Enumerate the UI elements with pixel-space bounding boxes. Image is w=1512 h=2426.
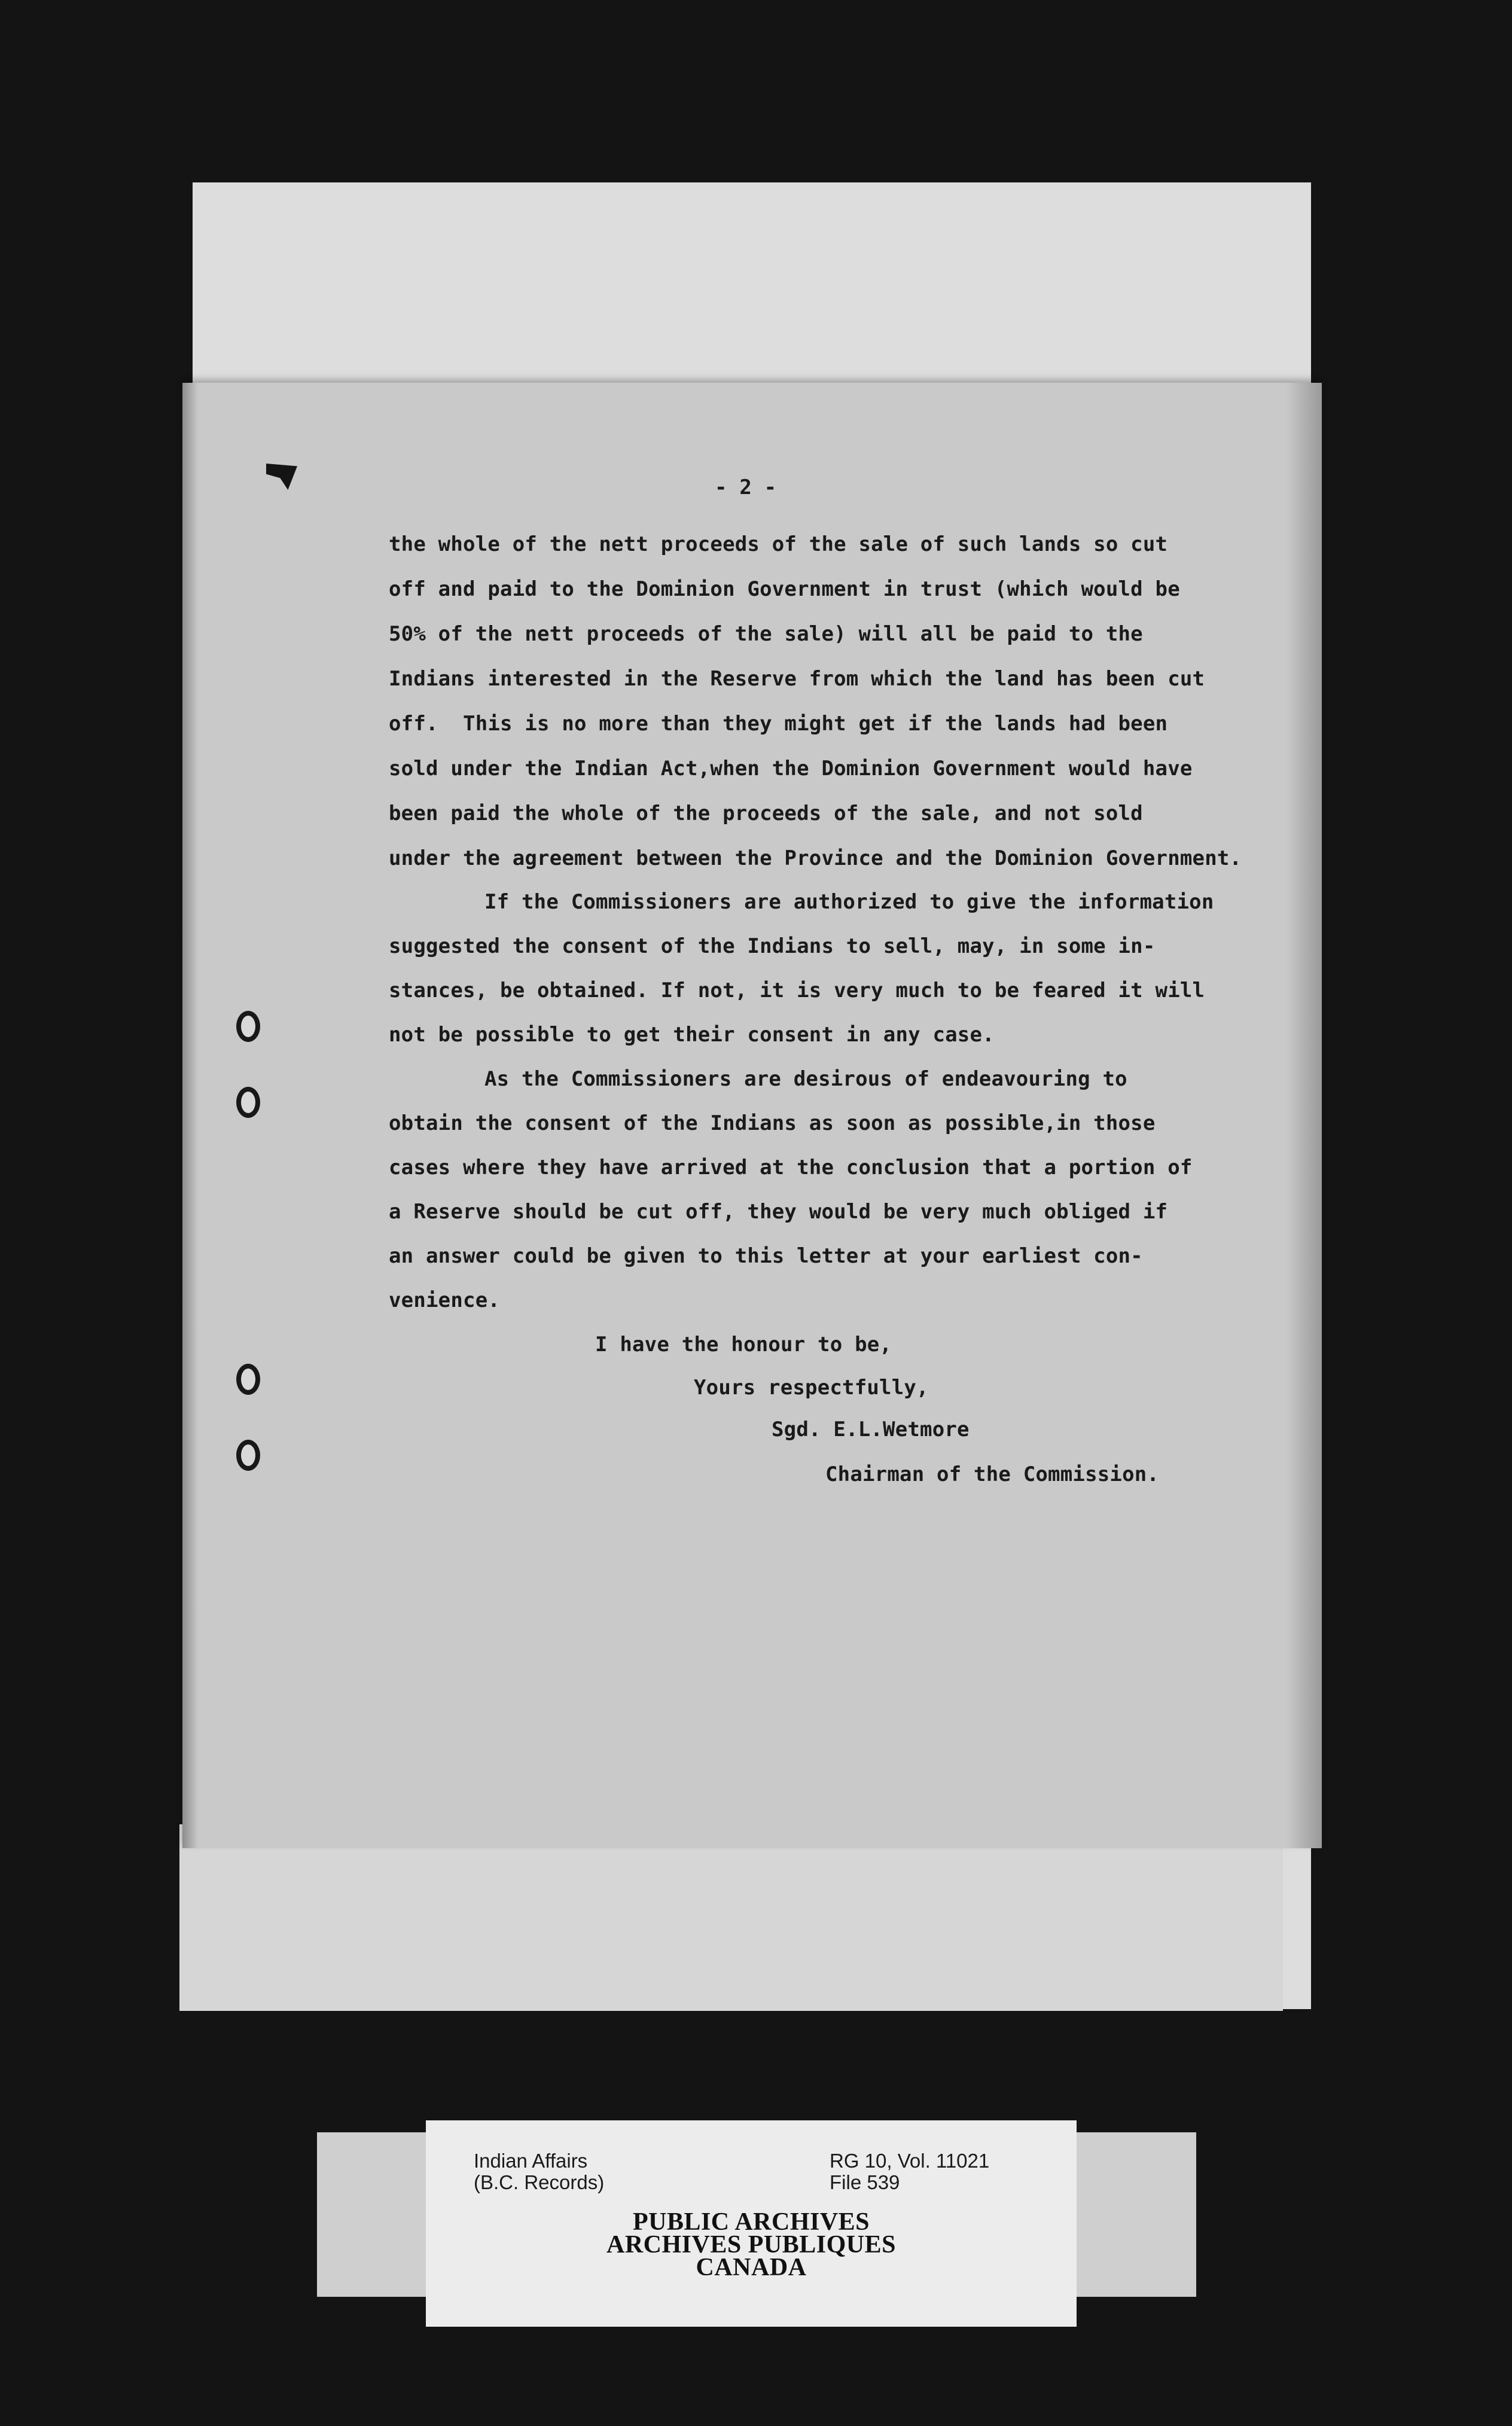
- text-line: obtain the consent of the Indians as soon as possible,in those: [389, 1111, 1156, 1135]
- page-number: - 2 -: [715, 476, 777, 499]
- text-line: sold under the Indian Act,when the Dominion Government would have: [389, 757, 1193, 781]
- series-subname: (B.C. Records): [474, 2171, 605, 2193]
- text-line: under the agreement between the Province and the Dominion Government.: [389, 846, 1242, 870]
- text-line: If the Commissioners are authorized to give the information: [484, 890, 1214, 914]
- text-line: cases where they have arrived at the conclusion that a portion of: [389, 1156, 1193, 1180]
- text-line: a Reserve should be cut off, they would be very much obliged if: [389, 1200, 1168, 1224]
- closing-yours: Yours respectfully,: [694, 1376, 929, 1400]
- archive-label: [426, 2120, 1077, 2327]
- text-line: suggested the consent of the Indians to sell, may, in some in-: [389, 934, 1156, 958]
- text-line: stances, be obtained. If not, it is very much to be feared it will: [389, 979, 1205, 1002]
- text-line: venience.: [389, 1288, 501, 1312]
- closing-salutation: I have the honour to be,: [595, 1333, 892, 1357]
- text-line: As the Commissioners are desirous of endeavouring to: [484, 1067, 1127, 1091]
- letter-page: [182, 383, 1322, 1848]
- text-line: 50% of the nett proceeds of the sale) will all be paid to the: [389, 622, 1143, 646]
- series-name: Indian Affairs: [474, 2150, 588, 2172]
- text-line: Indians interested in the Reserve from which the land has been cut: [389, 667, 1205, 691]
- signature-title: Chairman of the Commission.: [825, 1462, 1160, 1486]
- typed-letter-body: [182, 383, 1322, 1848]
- back-sheet-bottom-edge: [179, 1824, 1283, 2011]
- text-line: off. This is no more than they might get if the lands had been: [389, 712, 1168, 736]
- text-line: not be possible to get their consent in any case.: [389, 1023, 995, 1047]
- record-group-reference: RG 10, Vol. 11021: [830, 2150, 990, 2172]
- institution-english: PUBLIC ARCHIVES: [632, 2208, 870, 2236]
- text-line: been paid the whole of the proceeds of the sale, and not sold: [389, 801, 1143, 825]
- institution-country: CANADA: [696, 2254, 807, 2281]
- institution-french: ARCHIVES PUBLIQUES: [606, 2231, 896, 2259]
- text-line: an answer could be given to this letter at your earliest con-: [389, 1244, 1143, 1268]
- signature-name: Sgd. E.L.Wetmore: [772, 1418, 970, 1441]
- file-reference: File 539: [830, 2171, 900, 2193]
- text-line: off and paid to the Dominion Government in trust (which would be: [389, 577, 1180, 601]
- text-line: the whole of the nett proceeds of the sale of such lands so cut: [389, 532, 1168, 556]
